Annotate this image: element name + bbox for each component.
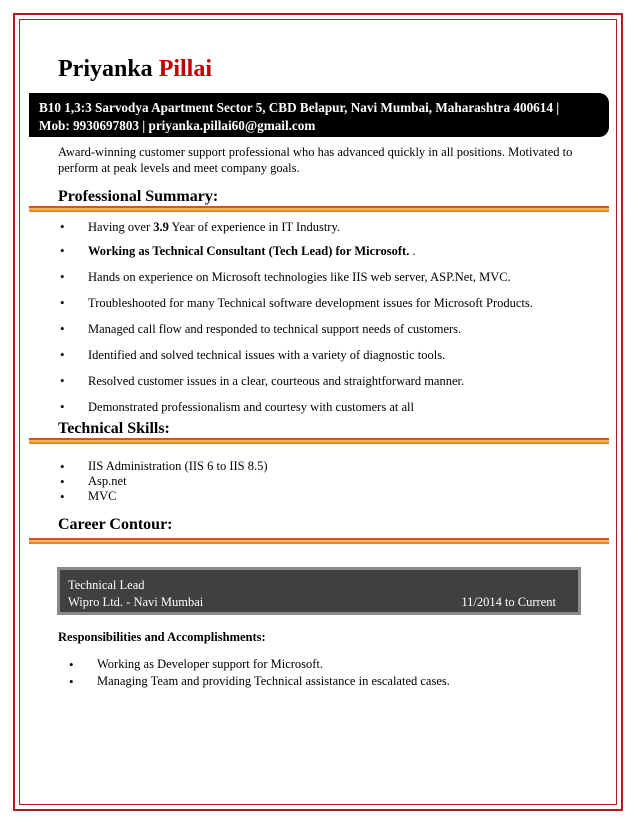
job-title: Technical Lead — [68, 578, 145, 592]
contact-banner — [29, 93, 609, 137]
summary-item: • Resolved customer issues in a clear, courteous and straightforward manner. — [58, 373, 533, 389]
skill-item: • Asp.net — [58, 474, 268, 489]
summary-item: • Having over 3.9 Year of experience in IT Industry. — [58, 219, 533, 235]
job-company: Wipro Ltd. - Navi Mumbai — [68, 595, 204, 609]
candidate-name — [58, 56, 212, 83]
summary-item: • Working as Technical Consultant (Tech Lead) for Microsoft. . — [58, 243, 533, 259]
job-dates: 11/2014 to Current — [461, 595, 556, 609]
summary-item: • Identified and solved technical issues with a variety of diagnostic tools. — [58, 347, 533, 363]
summary-text: Award-winning customer support professional who has advanced quickly in all positions. Motivated to perform at peak levels and meet company goals. — [58, 145, 573, 175]
contact-line: Mob: 9930697803 | priyanka.pillai60@gmail.com — [39, 118, 316, 133]
responsibilities-heading: Responsibilities and Accomplishments: — [58, 630, 266, 644]
first-name: Priyanka — [58, 56, 153, 82]
responsibilities-list — [67, 656, 450, 690]
summary-item: • Demonstrated professionalism and courtesy with customers at all — [58, 399, 533, 415]
section-divider — [29, 438, 609, 444]
skill-item: • IIS Administration (IIS 6 to IIS 8.5) — [58, 459, 268, 474]
skill-item: • MVC — [58, 489, 268, 504]
career-contour-heading: Career Contour: — [58, 516, 173, 533]
responsibility-item: • Managing Team and providing Technical assistance in escalated cases. — [67, 673, 450, 690]
summary-item: • Managed call flow and responded to technical support needs of customers. — [58, 321, 533, 337]
last-name: Pillai — [158, 56, 213, 82]
technical-skills-heading: Technical Skills: — [58, 420, 170, 437]
summary-item: • Troubleshooted for many Technical software development issues for Microsoft Products. — [58, 295, 533, 311]
section-divider — [29, 206, 609, 212]
technical-skills-list — [58, 459, 268, 504]
professional-summary-list — [58, 219, 533, 415]
job-entry-box — [57, 567, 581, 615]
professional-summary-heading: Professional Summary: — [58, 188, 219, 205]
address-line: B10 1,3:3 Sarvodya Apartment Sector 5, CBD Belapur, Navi Mumbai, Maharashtra 400614 | — [39, 100, 560, 115]
responsibility-item: • Working as Developer support for Microsoft. — [67, 656, 450, 673]
section-divider — [29, 538, 609, 544]
summary-item: • Hands on experience on Microsoft technologies like IIS web server, ASP.Net, MVC. — [58, 269, 533, 285]
